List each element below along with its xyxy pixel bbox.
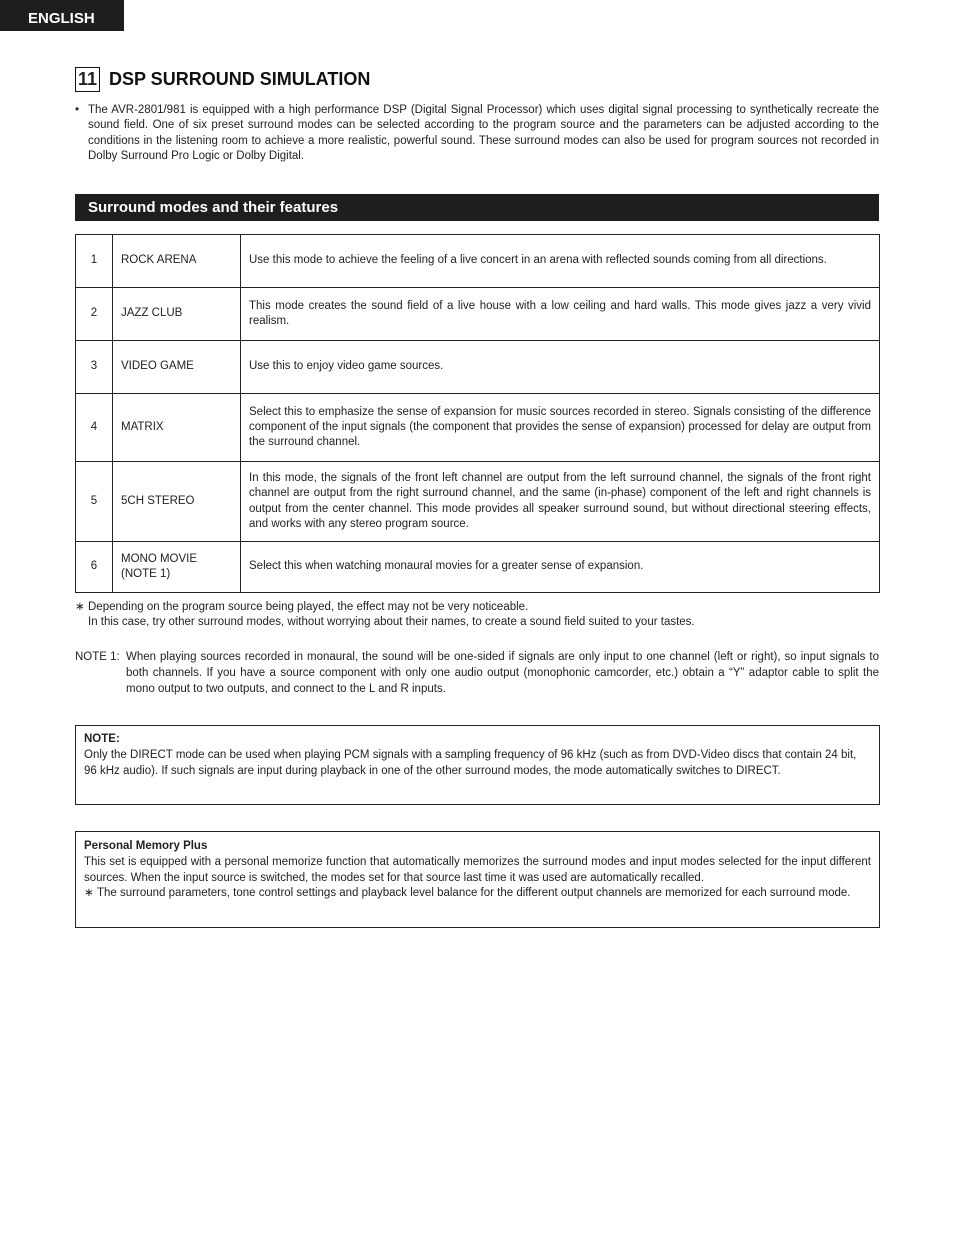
mode-number: 3	[76, 341, 113, 394]
note-1	[75, 650, 879, 697]
language-tab: ENGLISH	[0, 0, 124, 31]
table-row	[76, 288, 880, 341]
note-box	[75, 725, 880, 805]
table-row	[76, 462, 880, 542]
personal-memory-note	[84, 886, 871, 902]
mode-description: In this mode, the signals of the front left channel are output from the left surround channel, the signals of the front right channel are output from the right surround channel, and the same (in-phase) component of the left and right channels is output from the center channel. This mode provides all speaker surround sound, but without directional steering effects, and works with any stereo program source.	[241, 462, 880, 542]
mode-number: 1	[76, 235, 113, 288]
footnote-line: Depending on the program source being played, the effect may not be very noticeable.	[88, 601, 529, 613]
mode-description: Use this to enjoy video game sources.	[241, 341, 880, 394]
bullet-mark: •	[75, 104, 80, 116]
personal-memory-box	[75, 831, 880, 928]
surround-modes-table	[75, 234, 880, 593]
asterisk-mark: ∗	[84, 887, 94, 900]
table-row	[76, 341, 880, 394]
intro-text: The AVR-2801/981 is equipped with a high performance DSP (Digital Signal Processor) which uses digital signal processing to synthetically recreate the sound field. One of six preset surround modes can be selected according to the program source and the parameters can be adjusted according to the conditions in the listening room to achieve a more realistic, powerful sound. These surround modes can also be used for program sources not recorded in Dolby Surround Pro Logic or Dolby Digital.	[88, 104, 879, 162]
intro-paragraph	[75, 103, 879, 164]
personal-memory-text: This set is equipped with a personal memorize function that automatically memorizes the surround modes and input modes selected for the input different sources. When the input source is switched, the modes set for that source last time it was used are automatically recalled.	[84, 855, 871, 884]
table-row	[76, 394, 880, 462]
note-box-title: NOTE:	[84, 733, 120, 745]
asterisk-mark: ∗	[75, 601, 85, 613]
subheading-bar: Surround modes and their features	[75, 194, 879, 221]
mode-description: Select this when watching monaural movies for a greater sense of expansion.	[241, 542, 880, 593]
table-row	[76, 542, 880, 593]
mode-description: Use this mode to achieve the feeling of a live concert in an arena with reflected sounds coming from all directions.	[241, 235, 880, 288]
note-1-text: When playing sources recorded in monaural, the sound will be one-sided if signals are only input to one channel (left or right), so input signals to both channels. If you have a source component with only one audio output (monophonic camcorder, etc.) obtain a “Y” adaptor cable to split the mono output to two outputs, and connect to the L and R inputs.	[126, 651, 879, 695]
table-row	[76, 235, 880, 288]
section-number: 11	[75, 67, 100, 92]
section-title: DSP SURROUND SIMULATION	[109, 69, 371, 89]
mode-name: JAZZ CLUB	[113, 288, 241, 341]
mode-description: Select this to emphasize the sense of expansion for music sources recorded in stereo. Signals consisting of the difference component of the input signals (the component that provides the sense of expansion) processed for delay are output from the surround channel.	[241, 394, 880, 462]
mode-name: MATRIX	[113, 394, 241, 462]
mode-name: ROCK ARENA	[113, 235, 241, 288]
note-box-text: Only the DIRECT mode can be used when playing PCM signals with a sampling frequency of 96 kHz (such as from DVD-Video discs that contain 24 bit, 96 kHz audio). If such signals are input during playback in one of the other surround modes, the mode automatically switches to DIRECT.	[84, 748, 857, 777]
mode-number: 6	[76, 542, 113, 593]
mode-description: This mode creates the sound field of a live house with a low ceiling and hard walls. This mode gives jazz a very vivid realism.	[241, 288, 880, 341]
mode-name	[113, 542, 241, 593]
mode-name-line: MONO MOVIE	[121, 552, 198, 565]
note-1-label: NOTE 1:	[75, 651, 120, 663]
asterisk-footnote	[75, 600, 879, 631]
mode-number: 4	[76, 394, 113, 462]
mode-name: 5CH STEREO	[113, 462, 241, 542]
section-heading	[75, 67, 370, 92]
mode-number: 5	[76, 462, 113, 542]
mode-number: 2	[76, 288, 113, 341]
mode-name: VIDEO GAME	[113, 341, 241, 394]
footnote-line: In this case, try other surround modes, without worrying about their names, to create a sound field suited to your tastes.	[88, 616, 695, 629]
personal-memory-note-text: The surround parameters, tone control settings and playback level balance for the different output channels are memorized for each surround mode.	[97, 887, 851, 900]
personal-memory-title: Personal Memory Plus	[84, 840, 208, 852]
mode-name-note: (NOTE 1)	[121, 568, 171, 580]
